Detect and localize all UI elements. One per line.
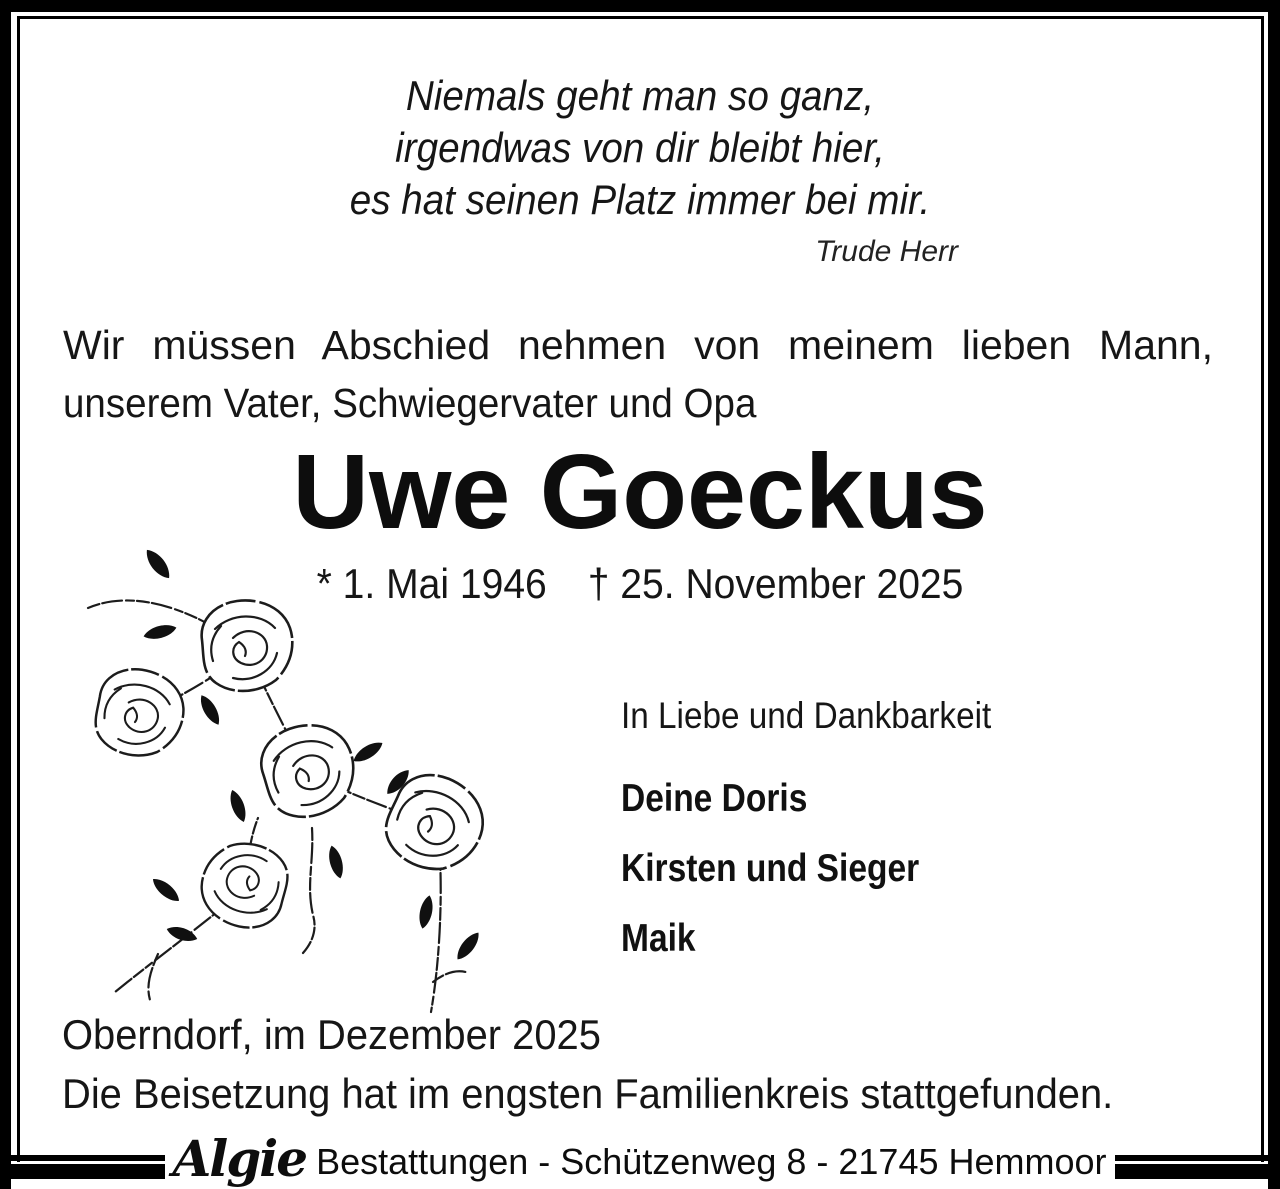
intro-line: unserem Vater, Schwiegervater und Opa (63, 380, 757, 426)
funeral-home-footer (8, 1129, 1271, 1188)
footer-rule-right (1115, 1155, 1272, 1184)
footer-rule-left (8, 1155, 165, 1184)
closing-block (62, 1005, 1222, 1123)
mourner-name: Kirsten und Sieger (621, 847, 920, 890)
death-date: † 25. November 2025 (587, 560, 964, 607)
funeral-home-logo: Algie (172, 1129, 307, 1188)
mourners-intro: In Liebe und Dankbarkeit (621, 695, 992, 736)
mourners-block (621, 692, 1032, 974)
mourner-name: Deine Doris (621, 777, 808, 820)
frame-border-top (0, 0, 1280, 12)
poem-author: Trude Herr (815, 235, 958, 268)
memorial-poem (0, 70, 1280, 226)
mourner-name: Maik (621, 917, 696, 960)
intro-line: Wir müssen Abschied nehmen von meinem lieben Mann, (63, 322, 1213, 368)
birth-date: * 1. Mai 1946 (316, 560, 547, 607)
funeral-home-info (172, 1129, 1107, 1188)
poem-line: es hat seinen Platz immer bei mir. (349, 176, 931, 223)
burial-note-line: Die Beisetzung hat im engsten Familienkreis stattgefunden. (62, 1070, 1114, 1117)
poem-line: Niemals geht man so ganz, (405, 72, 875, 119)
poem-line: irgendwas von dir bleibt hier, (395, 124, 885, 171)
intro-paragraph (63, 316, 1213, 432)
rose-vine-illustration (60, 540, 560, 1040)
place-date-line: Oberndorf, im Dezember 2025 (62, 1011, 601, 1058)
life-dates (45, 560, 1235, 608)
deceased-name: Uwe Goeckus (292, 433, 988, 551)
funeral-home-address: Bestattungen - Schützenweg 8 - 21745 Hemmoor (316, 1141, 1107, 1182)
